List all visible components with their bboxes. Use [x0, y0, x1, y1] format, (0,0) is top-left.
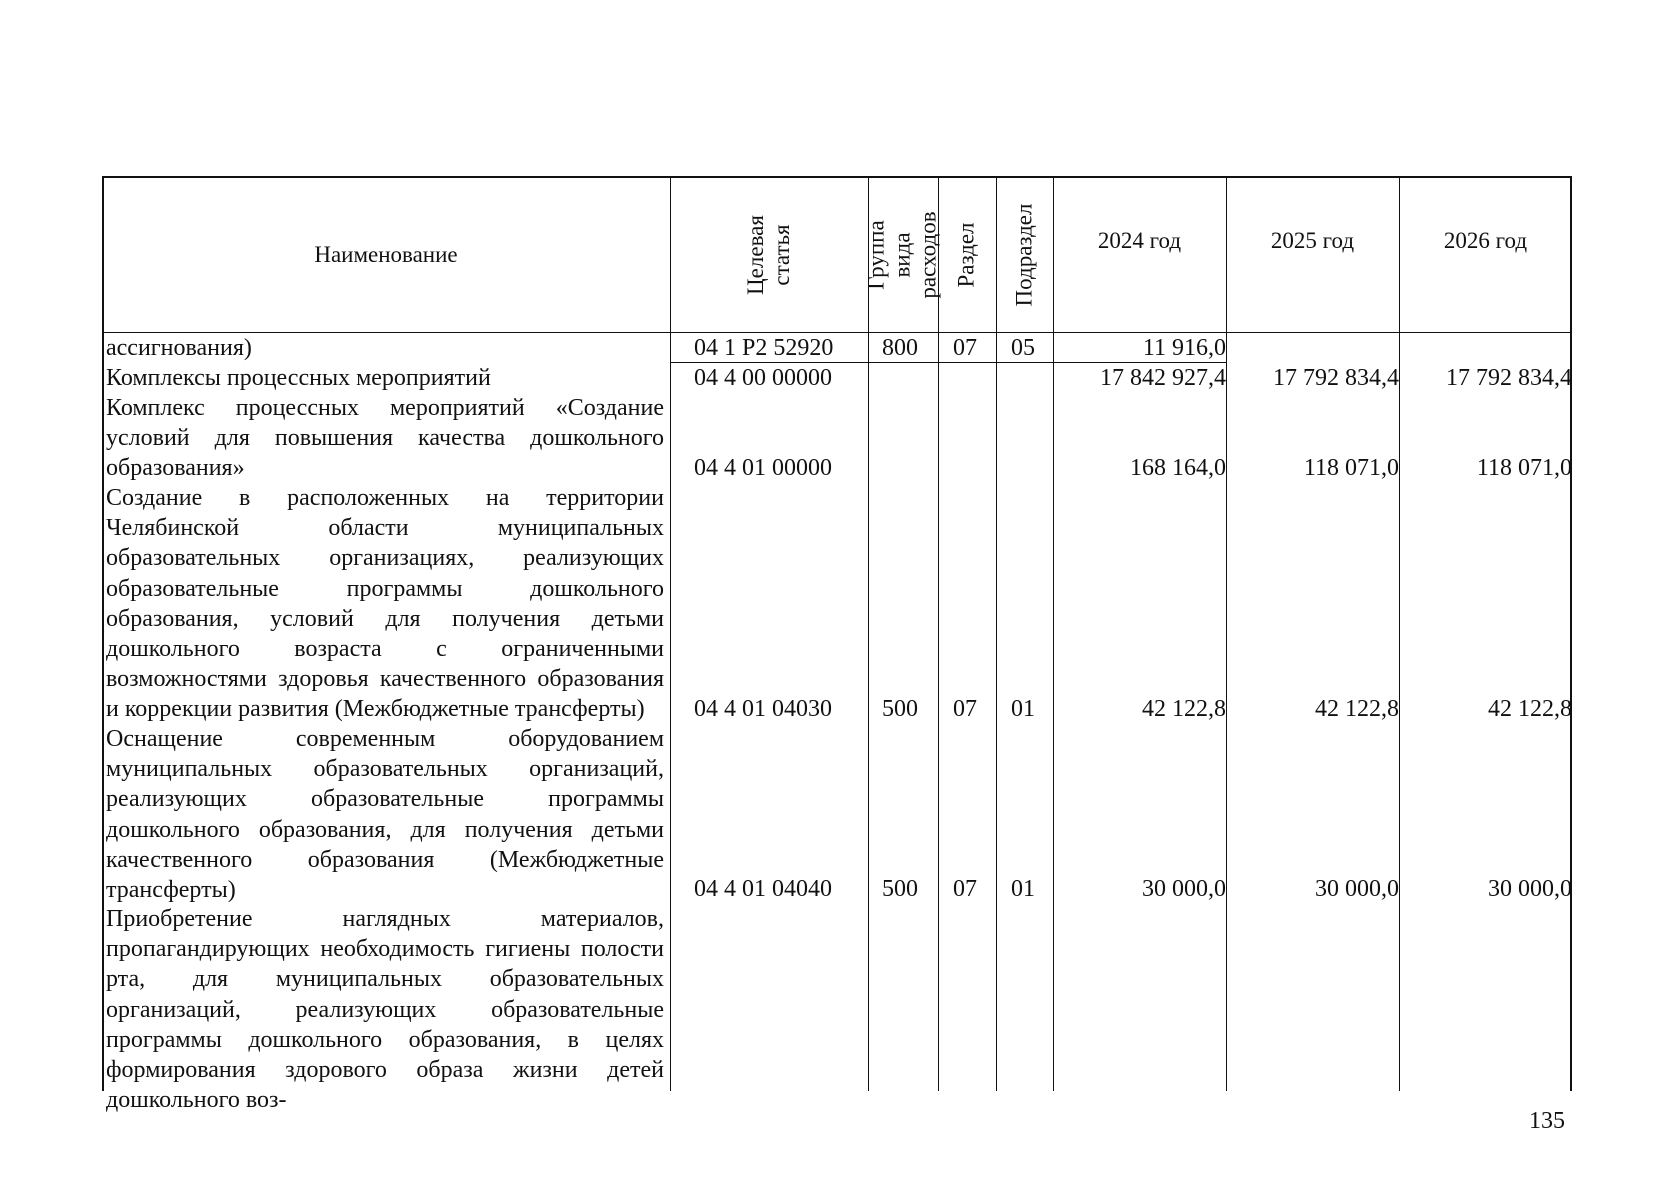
- row-value-2026: 118 071,0: [1476, 455, 1572, 481]
- row-code: 04 4 00 00000: [694, 365, 832, 391]
- row-subsection: 01: [1011, 876, 1035, 902]
- row-value-2025: 30 000,0: [1315, 876, 1399, 902]
- row-name: Оснащение современным оборудованием муниципальных образовательных организаций, реализующих образовательные программы дошкольного образования, для получения детьми качественного образования (Межбюджетные трансферты): [106, 726, 664, 904]
- row-group: 800: [882, 335, 918, 361]
- header-target-article: Целевая статья: [743, 214, 794, 295]
- header-section: Раздел: [954, 221, 979, 288]
- header-expense-group-cell: [864, 176, 942, 333]
- header-section-cell: [938, 176, 996, 333]
- row-section: 07: [953, 876, 977, 902]
- row-value-2025: 118 071,0: [1303, 455, 1399, 481]
- row-group: 500: [882, 876, 918, 902]
- row-code: 04 4 01 00000: [694, 455, 832, 481]
- row-group: 500: [882, 696, 918, 722]
- row-value-2024: 11 916,0: [1142, 335, 1226, 361]
- row-section: 07: [953, 335, 977, 361]
- row-subsection: 01: [1011, 696, 1035, 722]
- row-section: 07: [953, 696, 977, 722]
- row-value-2024: 30 000,0: [1142, 876, 1226, 902]
- row-name: Комплекс процессных мероприятий «Создание условий для повышения качества дошкольного образования»: [106, 395, 664, 482]
- row-value-2026: 17 792 834,4: [1446, 365, 1572, 391]
- header-2024: 2024 год: [1097, 228, 1182, 253]
- row-name: Приобретение наглядных материалов, пропагандирующих необходимость гигиены полости рта, для муниципальных образовательных организаций, реализующих образовательные программы дошкольного образования, в целях формирования здорового образа жизни детей дошкольного воз-: [106, 906, 664, 1114]
- header-subsection: Подраздел: [1011, 203, 1037, 306]
- row-value-2025: 42 122,8: [1315, 696, 1399, 722]
- col-border-2024: [1226, 176, 1227, 1091]
- row-value-2024: 17 842 927,4: [1100, 365, 1226, 391]
- row-code: 04 1 Р2 52920: [694, 335, 834, 361]
- row-subsection: 05: [1011, 335, 1035, 361]
- header-expense-group: Группа вида расходов: [864, 210, 942, 299]
- header-2025: 2025 год: [1270, 228, 1355, 253]
- col-border-subsection: [1053, 176, 1054, 1091]
- col-border-2025: [1399, 176, 1400, 1091]
- row-code: 04 4 01 04040: [694, 876, 832, 902]
- row-value-2024: 168 164,0: [1130, 455, 1226, 481]
- row-code: 04 4 01 04030: [694, 696, 832, 722]
- header-subsection-cell: [996, 176, 1053, 333]
- row-name: ассигнования): [106, 335, 252, 361]
- budget-table: [102, 176, 1572, 1114]
- page-number: 135: [1529, 1108, 1565, 1134]
- row-value-2025: 17 792 834,4: [1273, 365, 1399, 391]
- header-name: Наименование: [314, 241, 458, 267]
- header-2026: 2026 год: [1443, 228, 1528, 253]
- header-target-article-cell: [670, 176, 868, 333]
- row-name: Комплексы процессных мероприятий: [106, 365, 491, 391]
- col-border-right: [1570, 176, 1572, 1091]
- row-value-2026: 30 000,0: [1488, 876, 1572, 902]
- row-value-2024: 42 122,8: [1142, 696, 1226, 722]
- row-name: Создание в расположенных на территории Челябинской области муниципальных образовательных организациях, реализующих образовательные программы дошкольного образования, условий для получения детьми дошкольного возраста с ограниченными возможностями здоровья качественного образования и коррекции развития (Межбюджетные трансферты): [106, 485, 664, 723]
- row-value-2026: 42 122,8: [1488, 696, 1572, 722]
